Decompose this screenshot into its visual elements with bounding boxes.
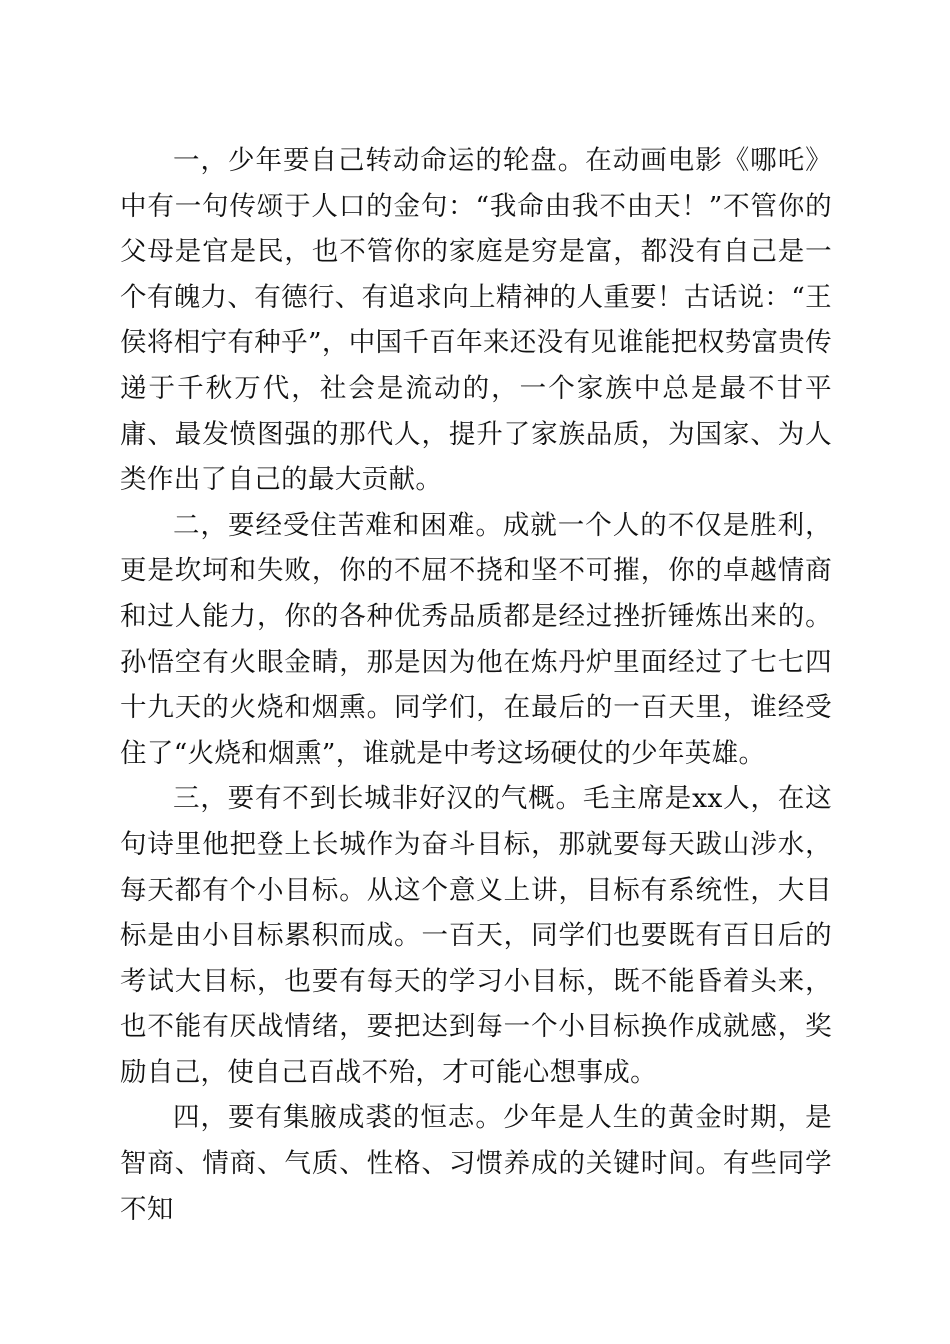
document-body <box>120 138 832 1232</box>
paragraph-4: 四，要有集腋成裘的恒志。少年是人生的黄金时期，是智商、情商、气质、性格、习惯养成的关键时间。有些同学不知 <box>120 1102 832 1225</box>
paragraph-2: 二，要经受住苦难和困难。成就一个人的不仅是胜利，更是坎坷和失败，你的不屈不挠和坚不可摧，你的卓越情商和过人能力，你的各种优秀品质都是经过挫折锤炼出来的。孙悟空有火眼金睛，那是因为他在炼丹炉里面经过了七七四十九天的火烧和烟熏。同学们，在最后的一百天里，谁经受住了“火烧和烟熏”，谁就是中考这场硬仗的少年英雄。 <box>120 509 832 769</box>
paragraph-1: 一，少年要自己转动命运的轮盘。在动画电影《哪吒》中有一句传颂于人口的金句：“我命由我不由天！”不管你的父母是官是民，也不管你的家庭是穷是富，都没有自己是一个有魄力、有德行、有追求向上精神的人重要！古话说：“王侯将相宁有种乎”，中国千百年来还没有见谁能把权势富贵传递于千秋万代，社会是流动的，一个家族中总是最不甘平庸、最发愤图强的那代人，提升了家族品质，为国家、为人类作出了自己的最大贡献。 <box>120 145 832 496</box>
paragraph-3: 三，要有不到长城非好汉的气概。毛主席是xx人，在这句诗里他把登上长城作为奋斗目标，那就要每天跋山涉水，每天都有个小目标。从这个意义上讲，目标有系统性，大目标是由小目标累积而成。一百天，同学们也要既有百日后的考试大目标，也要有每天的学习小目标，既不能昏着头来，也不能有厌战情绪，要把达到每一个小目标换作成就感，奖励自己，使自己百战不殆，才可能心想事成。 <box>120 783 832 1088</box>
